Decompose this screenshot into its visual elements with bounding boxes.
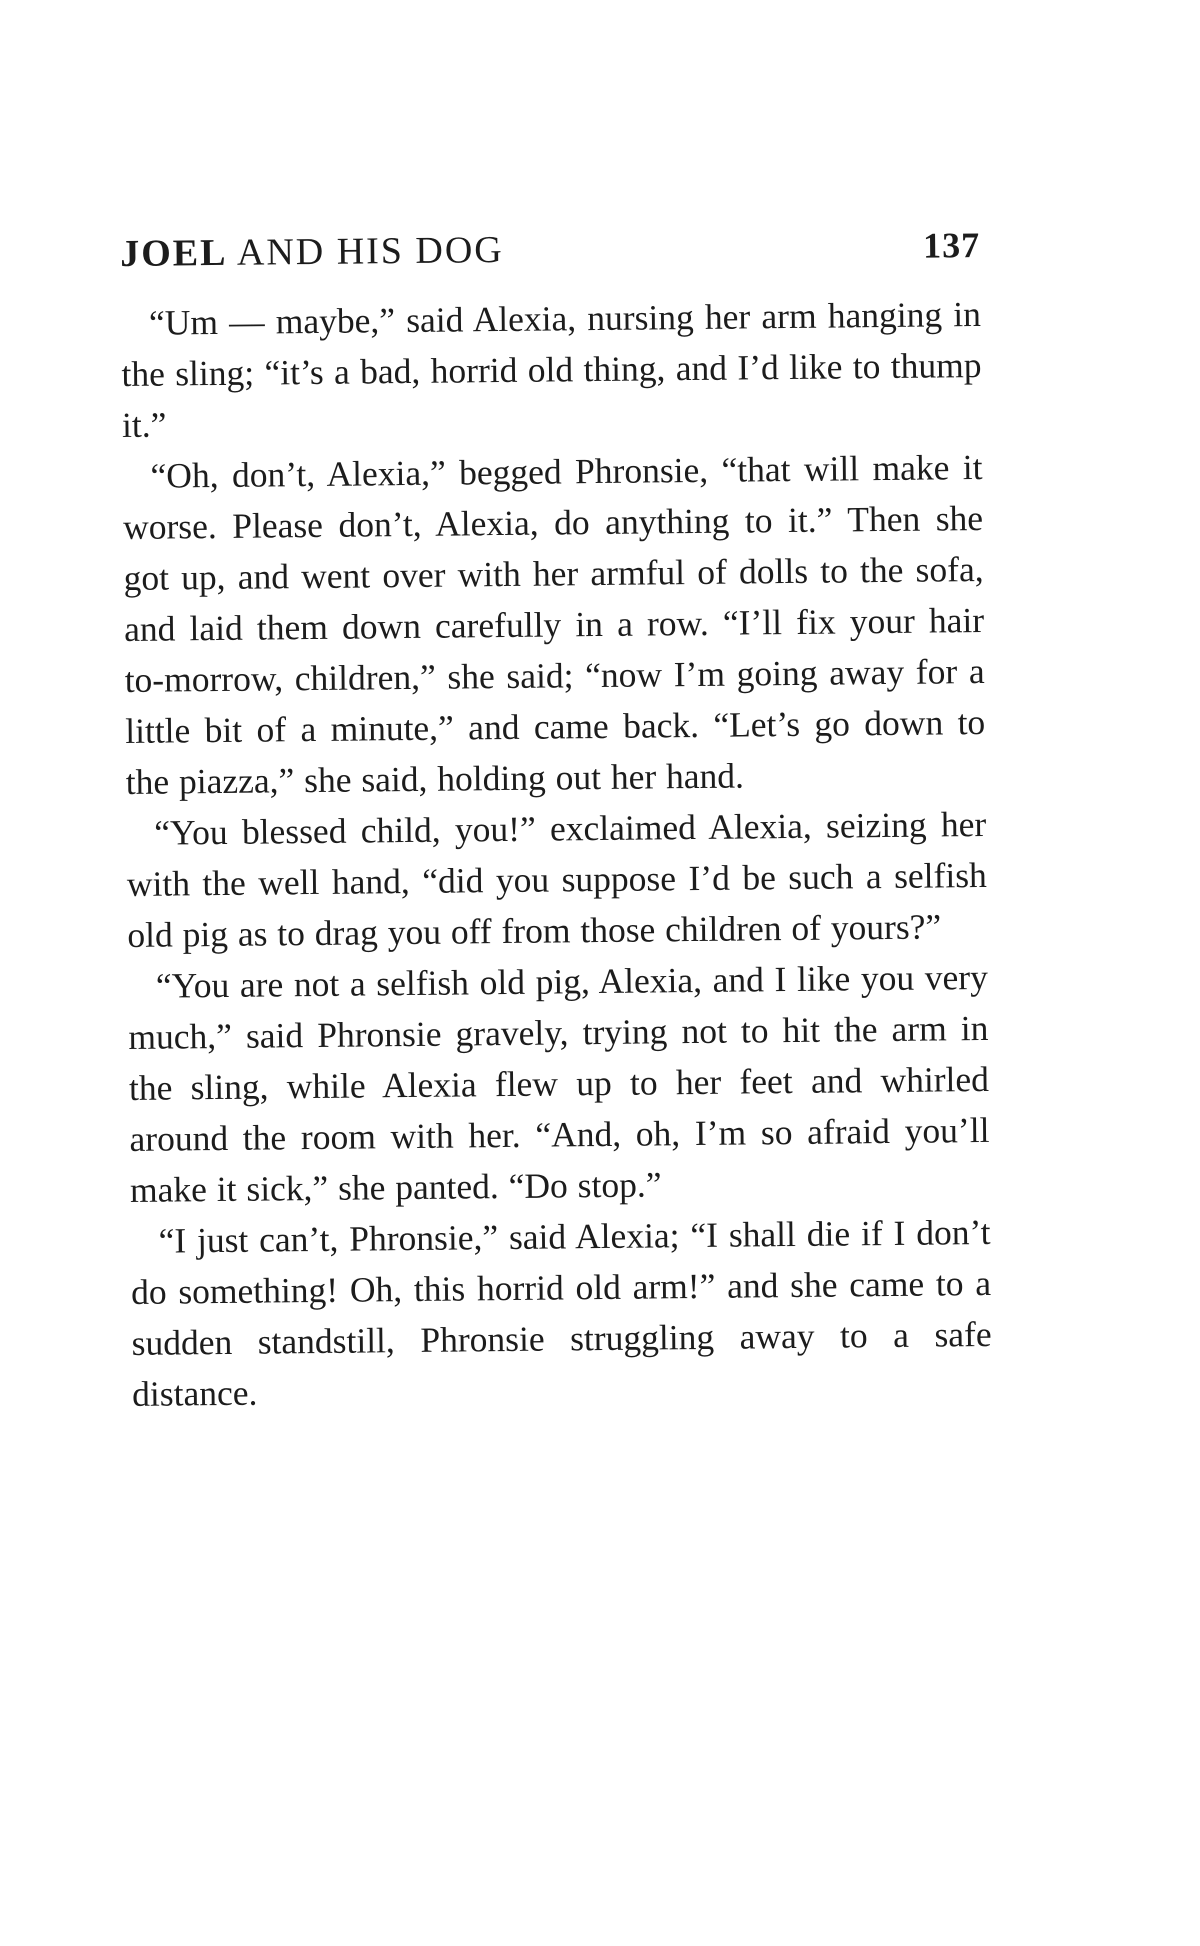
paragraph: “You blessed child, you!” exclaimed Alexia, seizing her with the well hand, “did you suppose I’d be such a selfish old pig as to drag you off from those children of yours?” xyxy=(126,803,987,955)
paragraph: “Um — maybe,” said Alexia, nursing her arm hanging in the sling; “it’s a bad, horrid old thing, and I’d like to thump it.” xyxy=(121,293,982,445)
running-title-rest: AND HIS DOG xyxy=(227,228,504,274)
paragraph: “Oh, don’t, Alexia,” begged Phronsie, “that will make it worse. Please don’t, Alexia, do anything to it.” Then she got up, and went over with her armful of dolls to the sofa, and laid them down carefully in a row. “I’ll fix your hair to-morrow, children,” she said; “now I’m going away for a little bit of a minute,” and came back. “Let’s go down to the piazza,” she said, holding out her hand. xyxy=(122,446,986,802)
paragraph: “You are not a selfish old pig, Alexia, and I like you very much,” said Phronsie gravely, trying not to hit the arm in the sling, while Alexia flew up to her feet and whirled around the room with her. “And, oh, I’m so afraid you’ll make it sick,” she panted. “Do stop.” xyxy=(128,956,990,1210)
running-head xyxy=(120,223,981,288)
page-number: 137 xyxy=(922,224,981,266)
body-text xyxy=(121,289,993,1420)
running-title xyxy=(120,228,504,276)
paragraph: “I just can’t, Phronsie,” said Alexia; “I shall die if I don’t do something! Oh, this horrid old arm!” and she came to a sudden standstill, Phronsie struggling away to a safe distance. xyxy=(130,1211,992,1414)
running-title-first-word: JOEL xyxy=(120,231,228,275)
book-page xyxy=(120,223,992,1420)
